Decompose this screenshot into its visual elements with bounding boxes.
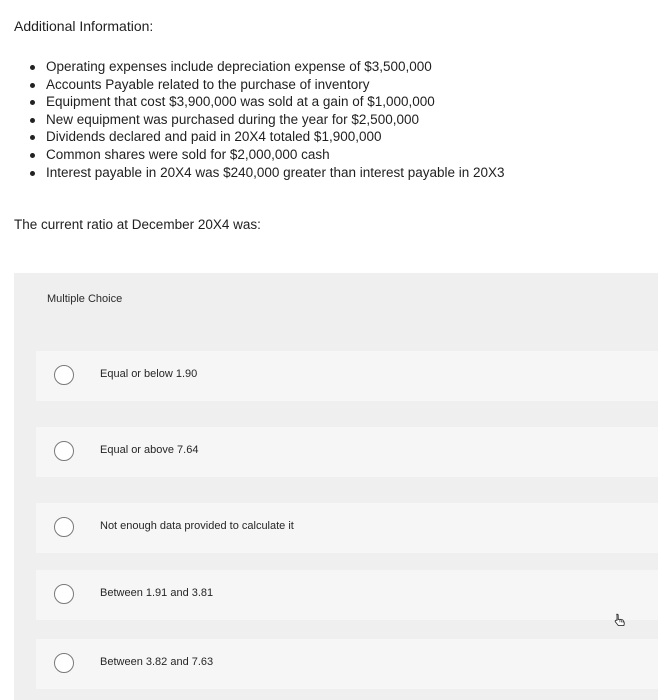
multiple-choice-title: Multiple Choice	[47, 293, 123, 305]
radio-button[interactable]	[54, 365, 74, 385]
info-item	[28, 164, 628, 182]
info-item	[28, 146, 628, 164]
radio-button[interactable]	[54, 584, 74, 604]
bullet-icon	[30, 153, 35, 158]
choice-option-label: Equal or above 7.64	[100, 444, 199, 456]
info-heading: Additional Information:	[14, 18, 154, 34]
info-item-text: Operating expenses include depreciation expense of $3,500,000	[46, 59, 432, 74]
radio-button[interactable]	[54, 441, 74, 461]
bullet-icon	[30, 100, 35, 105]
radio-button[interactable]	[54, 653, 74, 673]
bullet-icon	[30, 83, 35, 88]
radio-button[interactable]	[54, 517, 74, 537]
choice-option-label: Not enough data provided to calculate it	[100, 520, 294, 532]
choice-option[interactable]	[36, 570, 658, 620]
choice-option-label: Equal or below 1.90	[100, 368, 198, 380]
info-item-text: Dividends declared and paid in 20X4 totaled $1,900,000	[46, 129, 382, 145]
info-item	[28, 58, 628, 76]
info-list	[28, 58, 628, 181]
info-item	[28, 76, 628, 94]
bullet-icon	[30, 135, 35, 140]
info-item	[28, 128, 628, 146]
info-item	[28, 93, 628, 111]
bullet-icon	[30, 118, 35, 123]
info-item-text: Accounts Payable related to the purchase of inventory	[46, 76, 370, 92]
info-item-text: Interest payable in 20X4 was $240,000 greater than interest payable in 20X3	[46, 164, 505, 180]
choice-option-label: Between 1.91 and 3.81	[100, 587, 214, 599]
choice-option[interactable]	[36, 639, 658, 689]
multiple-choice-panel	[14, 273, 658, 700]
choice-option[interactable]	[36, 503, 658, 553]
info-item	[28, 111, 628, 129]
info-item-text: Equipment that cost $3,900,000 was sold at a gain of $1,000,000	[46, 94, 435, 110]
choice-option-label: Between 3.82 and 7.63	[100, 656, 214, 668]
hand-pointer-icon	[612, 612, 628, 628]
info-item-text: Common shares were sold for $2,000,000 cash	[46, 146, 330, 162]
question-text: The current ratio at December 20X4 was:	[14, 217, 261, 232]
choice-option[interactable]	[36, 351, 658, 401]
bullet-icon	[30, 171, 35, 176]
choice-option[interactable]	[36, 427, 658, 477]
bullet-icon	[30, 65, 35, 70]
info-item-text: New equipment was purchased during the year for $2,500,000	[46, 111, 419, 127]
